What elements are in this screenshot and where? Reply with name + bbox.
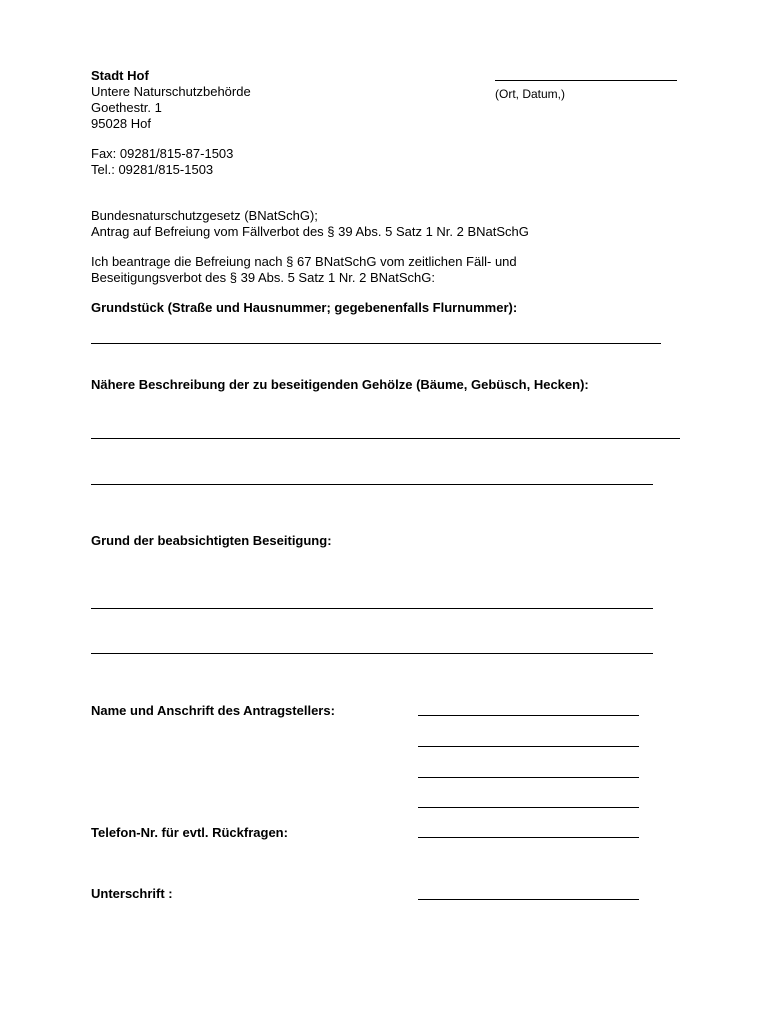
reason-label: Grund der beabsichtigten Beseitigung:	[91, 533, 332, 548]
reason-line-1[interactable]	[91, 608, 653, 609]
applicant-line-2[interactable]	[418, 746, 639, 747]
place-date-line[interactable]	[495, 80, 677, 81]
property-line[interactable]	[91, 343, 661, 344]
sender-street: Goethestr. 1	[91, 100, 162, 115]
sender-tel: Tel.: 09281/815-1503	[91, 162, 214, 177]
description-line-2[interactable]	[91, 484, 653, 485]
applicant-line-3[interactable]	[418, 777, 639, 778]
sender-city: 95028 Hof	[91, 116, 151, 131]
phone-label: Telefon-Nr. für evtl. Rückfragen:	[91, 825, 288, 840]
place-date-caption: (Ort, Datum,)	[495, 87, 566, 101]
sender-name: Stadt Hof	[91, 68, 149, 83]
signature-line[interactable]	[418, 899, 639, 900]
subject-line-1: Bundesnaturschutzgesetz (BNatSchG);	[91, 208, 318, 223]
phone-line[interactable]	[418, 837, 639, 838]
applicant-line-1[interactable]	[418, 715, 639, 716]
signature-label: Unterschrift :	[91, 886, 173, 901]
applicant-line-4[interactable]	[418, 807, 639, 808]
reason-line-2[interactable]	[91, 653, 653, 654]
intro-line-2: Beseitigungsverbot des § 39 Abs. 5 Satz 1 Nr. 2 BNatSchG:	[91, 270, 435, 285]
intro-line-1: Ich beantrage die Befreiung nach § 67 BNatSchG vom zeitlichen Fäll- und	[91, 254, 517, 269]
subject-line-2: Antrag auf Befreiung vom Fällverbot des § 39 Abs. 5 Satz 1 Nr. 2 BNatSchG	[91, 224, 529, 239]
description-label: Nähere Beschreibung der zu beseitigenden Gehölze (Bäume, Gebüsch, Hecken):	[91, 377, 589, 392]
sender-fax: Fax: 09281/815-87-1503	[91, 146, 234, 161]
sender-department: Untere Naturschutzbehörde	[91, 84, 251, 99]
applicant-label: Name und Anschrift des Antragstellers:	[91, 703, 335, 718]
property-label: Grundstück (Straße und Hausnummer; gegebenenfalls Flurnummer):	[91, 300, 518, 315]
description-line-1[interactable]	[91, 438, 680, 439]
